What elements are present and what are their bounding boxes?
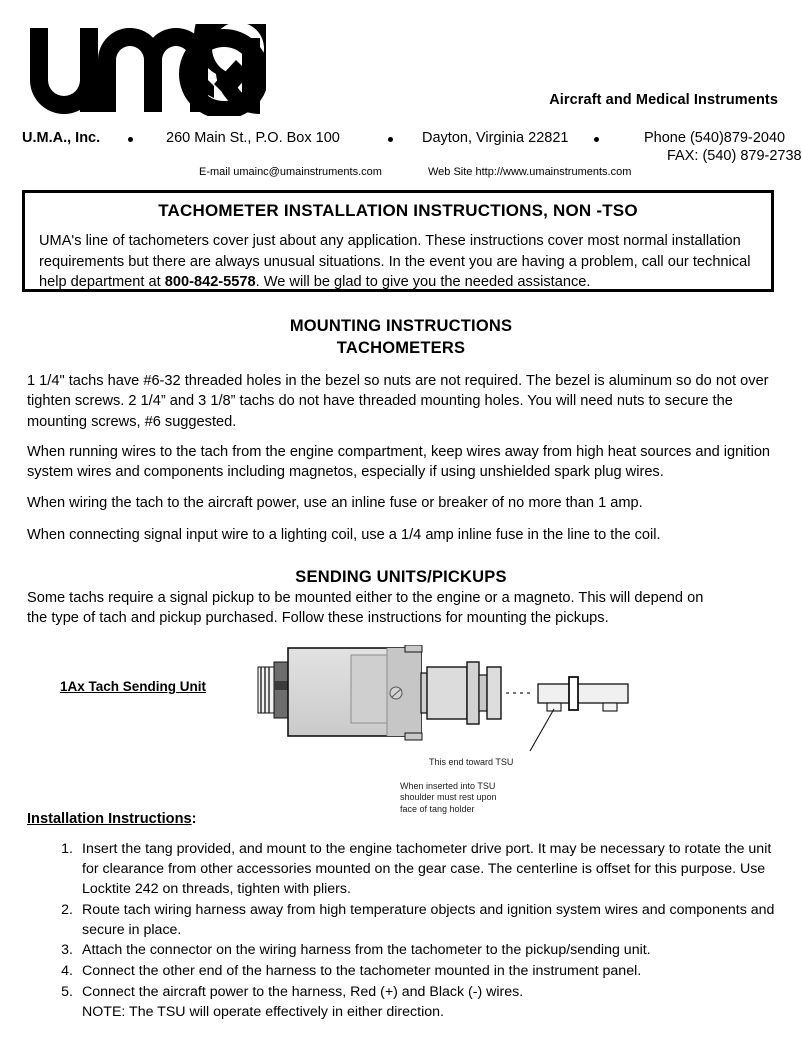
step-number: 1.	[61, 841, 73, 857]
separator-dot-3	[594, 131, 599, 147]
installation-steps-list	[27, 840, 775, 1024]
step-number: 4.	[61, 963, 73, 980]
install-heading-text: Installation Instructions	[27, 811, 192, 827]
uma-wordmark-logo	[28, 24, 266, 116]
address-street: 260 Main St., P.O. Box 100	[166, 130, 340, 146]
caption-shoulder-line1: When inserted into TSU	[400, 781, 496, 791]
phone-number: Phone (540)879-2040	[644, 130, 786, 146]
web-contact-row	[0, 166, 802, 184]
nose-assembly	[421, 662, 501, 724]
step-note: NOTE: The TSU will operate effectively in either direction.	[82, 1004, 444, 1020]
paragraph-lighting-coil: When connecting signal input wire to a lighting coil, use a 1/4 amp inline fuse in the line to the coil.	[27, 527, 661, 543]
intro-text-part1: UMA's line of tachometers cover just about any application. These instructions cover most normal installation requirements but there are always unusual situations. In the event you are having a problem, call our technical help department at	[39, 233, 751, 291]
address-city: Dayton, Virginia 22821	[422, 130, 569, 146]
website-url: Web Site http://www.umainstruments.com	[428, 166, 632, 178]
paragraph-fuse: When wiring the tach to the aircraft power, use an inline fuse or breaker of no more than 1 amp.	[27, 495, 643, 511]
list-item	[61, 840, 775, 900]
step-text: Attach the connector on the wiring harness from the tachometer to the pickup/sending unit.	[82, 942, 651, 959]
fax-number: FAX: (540) 879-2738	[667, 148, 802, 164]
list-item	[61, 962, 775, 982]
caption-shoulder-note	[400, 781, 497, 815]
document-title: TACHOMETER INSTALLATION INSTRUCTIONS, NON -TSO	[158, 201, 638, 220]
caption-this-end-toward-tsu: This end toward TSU	[429, 757, 514, 767]
separator-dot-1	[128, 131, 133, 147]
separator-dot-2	[388, 131, 393, 147]
paragraph-mounting: 1 1/4" tachs have #6-32 threaded holes in the bezel so nuts are not required. The bezel is aluminum so do not over tighten screws. 2 1/4” and 3 1/8” tachs do not have threaded mounting holes. You will need nuts to secure the mounting screws, #6 suggested.	[27, 373, 769, 430]
tagline: Aircraft and Medical Instruments	[549, 92, 778, 108]
connector-threads	[258, 662, 288, 718]
step-text: Connect the aircraft power to the harness, Red (+) and Black (-) wires.	[82, 984, 524, 1001]
tang-part	[538, 677, 628, 711]
heading-mounting-instructions: MOUNTING INSTRUCTIONS	[289, 317, 513, 335]
list-item	[61, 983, 775, 1023]
sending-unit-body	[288, 645, 422, 740]
intro-text-part2: . We will be glad to give you the needed assistance.	[255, 274, 591, 291]
list-item	[61, 941, 775, 961]
support-phone: 800-842-5578	[164, 274, 256, 291]
caption-shoulder-line3: face of tang holder	[400, 803, 475, 814]
company-name: U.M.A., Inc.	[22, 130, 101, 146]
contact-row	[0, 130, 802, 164]
install-heading-colon: :	[191, 811, 197, 827]
step-text: Insert the tang provided, and mount to the engine tachometer drive port. It may be necessary to rotate the unit for clearance from other accessories mounted on the gear case. The centerline is offset for this purpose. Use Locktite 242 on threads, tighten with pliers.	[82, 841, 772, 897]
step-number: 2.	[61, 901, 73, 918]
paragraph-wire-routing: When running wires to the tach from the engine compartment, keep wires away from high heat sources and ignition system wires and components including magnetos, especially if using unshielded spark plug wires.	[27, 444, 771, 481]
email-address: E-mail umainc@umainstruments.com	[199, 166, 382, 178]
intro-paragraph	[39, 231, 757, 293]
heading-tachometers: TACHOMETERS	[336, 339, 466, 357]
step-number: 3.	[61, 942, 73, 959]
diagram-label: 1Ax Tach Sending Unit	[60, 679, 207, 694]
tach-sending-unit-diagram	[20, 645, 780, 814]
list-item	[61, 901, 775, 941]
caption-shoulder-line2: shoulder must rest upon	[400, 792, 497, 803]
heading-sending-units: SENDING UNITS/PICKUPS	[295, 568, 507, 586]
step-text: Route tach wiring harness away from high temperature objects and ignition system wires and components and secure in place.	[82, 901, 775, 938]
paragraph-sending-units: Some tachs require a signal pickup to be mounted either to the engine or a magneto. This will depend on the type of tach and pickup purchased. Follow these instructions for mounting the pickups.	[27, 590, 704, 627]
heading-installation-instructions	[27, 811, 196, 827]
leader-line	[530, 709, 554, 751]
step-number: 5.	[61, 984, 73, 1001]
letterhead	[0, 0, 802, 186]
intro-callout-box	[22, 190, 774, 292]
step-text: Connect the other end of the harness to the tachometer mounted in the instrument panel.	[82, 963, 642, 980]
